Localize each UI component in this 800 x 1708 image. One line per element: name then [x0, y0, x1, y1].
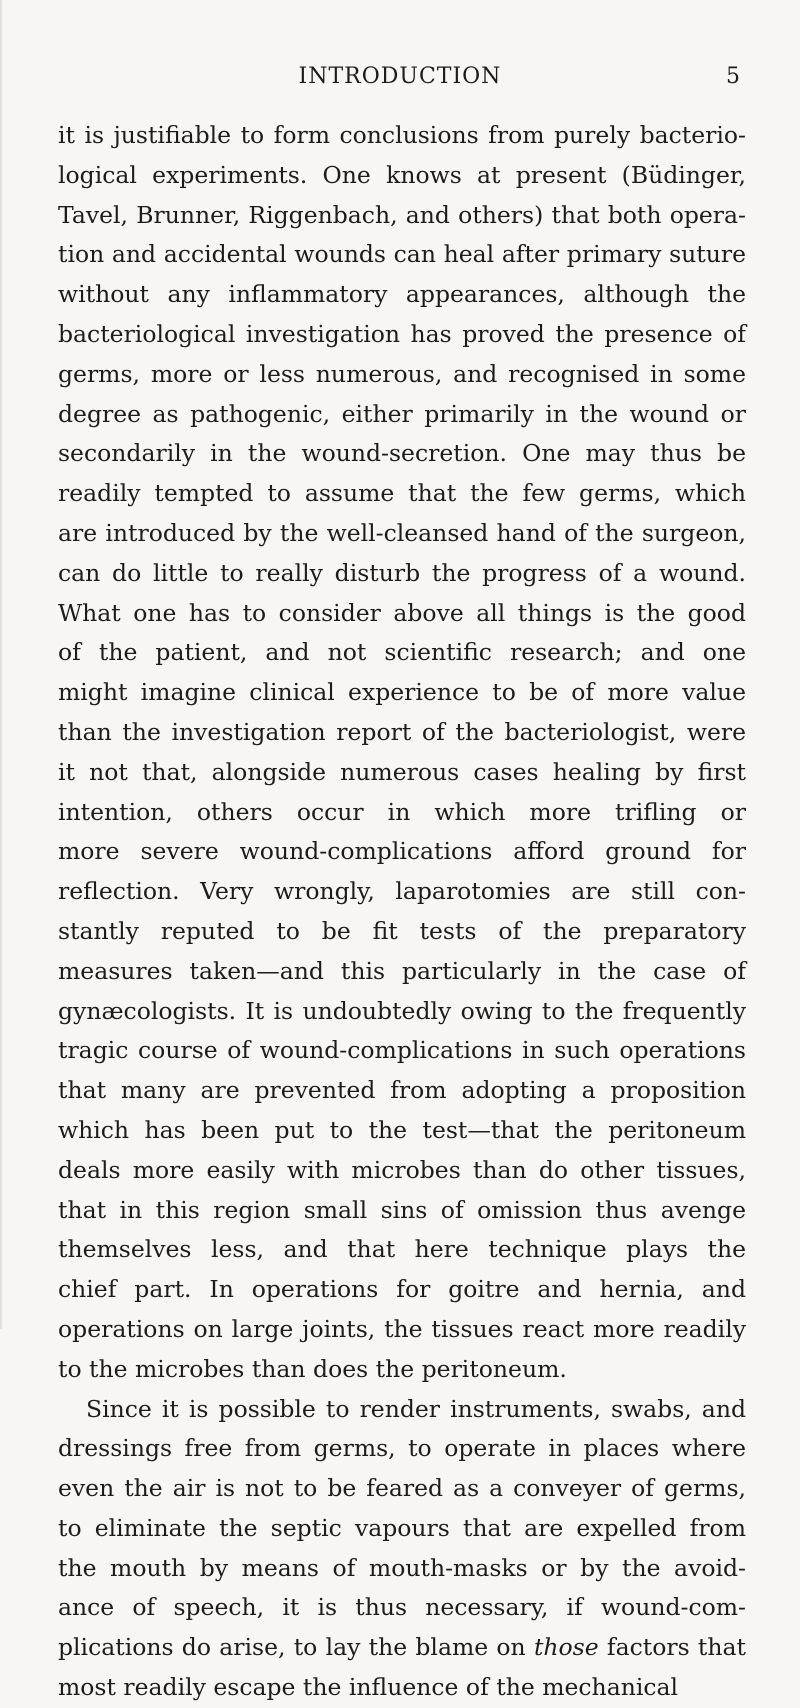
text-line: gynæcologists. It is undoubtedly owing to the frequently [58, 996, 746, 1025]
text-line: readily tempted to assume that the few germs, which [58, 479, 746, 508]
text-line: intention, others occur in which more trifling or [58, 797, 746, 826]
text-line: deals more easily with microbes than do other tissues, [58, 1155, 746, 1184]
text-line: that in this region small sins of omission thus avenge [58, 1195, 746, 1224]
running-title: INTRODUCTION [298, 64, 502, 89]
text-line: of the patient, and not scientific research; and one [58, 638, 746, 667]
text-line: reflection. Very wrongly, laparotomies are still con- [58, 877, 746, 906]
text-line: logical experiments. One knows at present (Büdinger, [58, 160, 746, 189]
text-line: dressings free from germs, to operate in places where [58, 1434, 746, 1463]
text-line: without any inflammatory appearances, although the [58, 280, 746, 309]
text-line: more severe wound-complications afford ground for [58, 837, 746, 866]
text-line: even the air is not to be feared as a conveyer of germs, [58, 1474, 746, 1503]
text-segment: plications do arise, to lay the blame on [58, 1633, 526, 1662]
text-segment: factors that [606, 1633, 746, 1662]
text-line: it is justifiable to form conclusions from purely bacterio- [58, 121, 746, 149]
text-line: stantly reputed to be fit tests of the preparatory [58, 916, 746, 945]
text-line: to eliminate the septic vapours that are expelled from [58, 1513, 746, 1542]
text-line: to the microbes than does the peritoneum. [58, 1354, 567, 1383]
text-line: Since it is possible to render instruments, swabs, and [86, 1394, 746, 1423]
emphasized-word: those [533, 1633, 599, 1662]
text-line: than the investigation report of the bacteriologist, were [58, 717, 746, 746]
text-line: tragic course of wound-complications in such operations [58, 1036, 746, 1065]
text-line: ance of speech, it is thus necessary, if wound-com- [58, 1593, 746, 1622]
text-line-with-emphasis [58, 1628, 746, 1668]
text-line: What one has to consider above all things is the good [58, 598, 746, 627]
text-line: are introduced by the well-cleansed hand of the surgeon, [58, 518, 746, 547]
body-text [58, 116, 746, 1708]
text-line: measures taken—and this particularly in the case of [58, 956, 746, 985]
text-line: most readily escape the influence of the mechanical [58, 1673, 679, 1702]
text-line: tion and accidental wounds can heal after primary suture [58, 240, 746, 269]
text-line: operations on large joints, the tissues react more readily [58, 1314, 746, 1343]
text-line: degree as pathogenic, either primarily in the wound or [58, 399, 746, 428]
running-head [0, 62, 800, 92]
text-line: which has been put to the test—that the peritoneum [58, 1115, 746, 1144]
text-line: themselves less, and that here technique plays the [58, 1235, 746, 1264]
text-line: secondarily in the wound-secretion. One may thus be [58, 439, 746, 468]
text-line: bacteriological investigation has proved the presence of [58, 319, 746, 348]
text-line: germs, more or less numerous, and recognised in some [58, 359, 746, 388]
text-line: the mouth by means of mouth-masks or by the avoid- [58, 1553, 746, 1582]
text-line: Tavel, Brunner, Riggenbach, and others) that both opera- [58, 200, 746, 229]
text-line: chief part. In operations for goitre and hernia, and [58, 1275, 746, 1304]
text-line: can do little to really disturb the progress of a wound. [58, 558, 746, 587]
page-number: 5 [726, 64, 740, 89]
text-line: it not that, alongside numerous cases healing by first [58, 757, 746, 786]
text-line: that many are prevented from adopting a proposition [58, 1076, 746, 1105]
text-line: might imagine clinical experience to be of more value [58, 678, 746, 707]
page-edge-shadow [0, 0, 3, 1329]
